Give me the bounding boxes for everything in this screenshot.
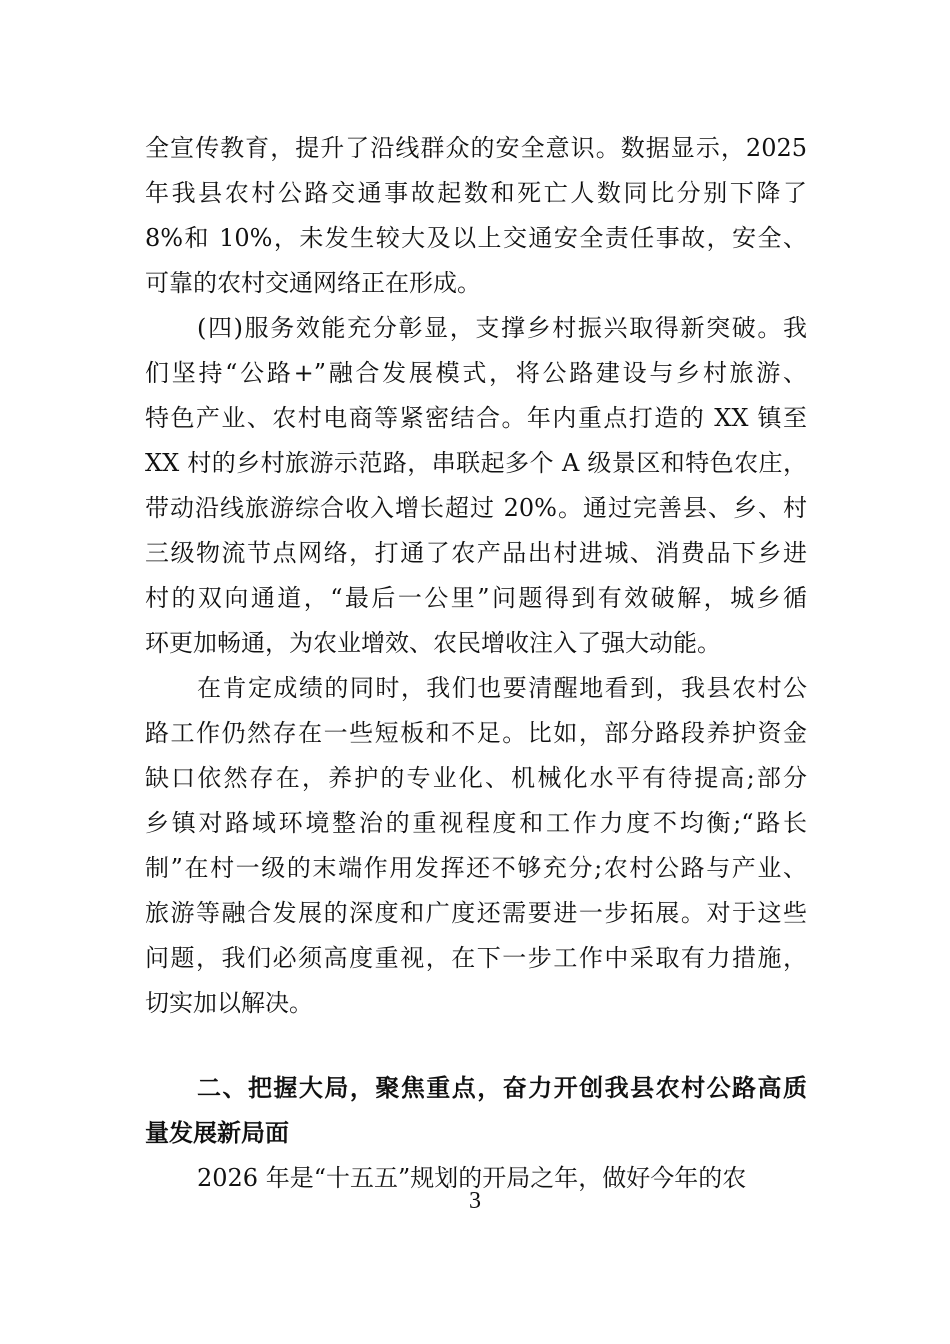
text-line: 问题，我们必须高度重视，在下一步工作中采取有力措施， xyxy=(145,944,807,972)
text-line: 环更加畅通，为农业增效、农民增收注入了强大动能。 xyxy=(145,629,721,657)
text-line: 全宣传教育，提升了沿线群众的安全意识。数据显示，2025 xyxy=(145,134,807,162)
text-line: 特色产业、农村电商等紧密结合。年内重点打造的 XX 镇至 xyxy=(145,404,807,432)
page-number: 3 xyxy=(469,1188,481,1214)
text-line: 旅游等融合发展的深度和广度还需要进一步拓展。对于这些 xyxy=(145,899,807,927)
text-line: 8%和 10%，未发生较大及以上交通安全责任事故，安全、 xyxy=(145,224,807,252)
text-line: XX 村的乡村旅游示范路，串联起多个 A 级景区和特色农庄， xyxy=(145,449,807,477)
text-line: 们坚持“公路+”融合发展模式，将公路建设与乡村旅游、 xyxy=(145,359,807,387)
text-line: 量发展新局面 xyxy=(145,1119,289,1147)
text-line: (四)服务效能充分彰显，支撑乡村振兴取得新突破。我 xyxy=(197,314,807,342)
text-line: 年我县农村公路交通事故起数和死亡人数同比分别下降了 xyxy=(145,179,807,207)
text-line: 二、把握大局，聚焦重点，奋力开创我县农村公路高质 xyxy=(197,1074,807,1102)
text-line: 带动沿线旅游综合收入增长超过 20%。通过完善县、乡、村 xyxy=(145,494,807,522)
text-line: 2026 年是“十五五”规划的开局之年，做好今年的农 xyxy=(197,1164,747,1192)
text-line: 乡镇对路域环境整治的重视程度和工作力度不均衡;“路长 xyxy=(145,809,807,837)
text-line: 路工作仍然存在一些短板和不足。比如，部分路段养护资金 xyxy=(145,719,807,747)
text-line: 在肯定成绩的同时，我们也要清醒地看到，我县农村公 xyxy=(197,674,807,702)
text-line: 制”在村一级的末端作用发挥还不够充分;农村公路与产业、 xyxy=(145,854,807,882)
text-line: 切实加以解决。 xyxy=(145,989,313,1017)
text-line: 可靠的农村交通网络正在形成。 xyxy=(145,269,481,297)
text-line: 三级物流节点网络，打通了农产品出村进城、消费品下乡进 xyxy=(145,539,807,567)
text-line: 缺口依然存在，养护的专业化、机械化水平有待提高;部分 xyxy=(145,764,807,792)
text-line: 村的双向通道，“最后一公里”问题得到有效破解，城乡循 xyxy=(145,584,807,612)
